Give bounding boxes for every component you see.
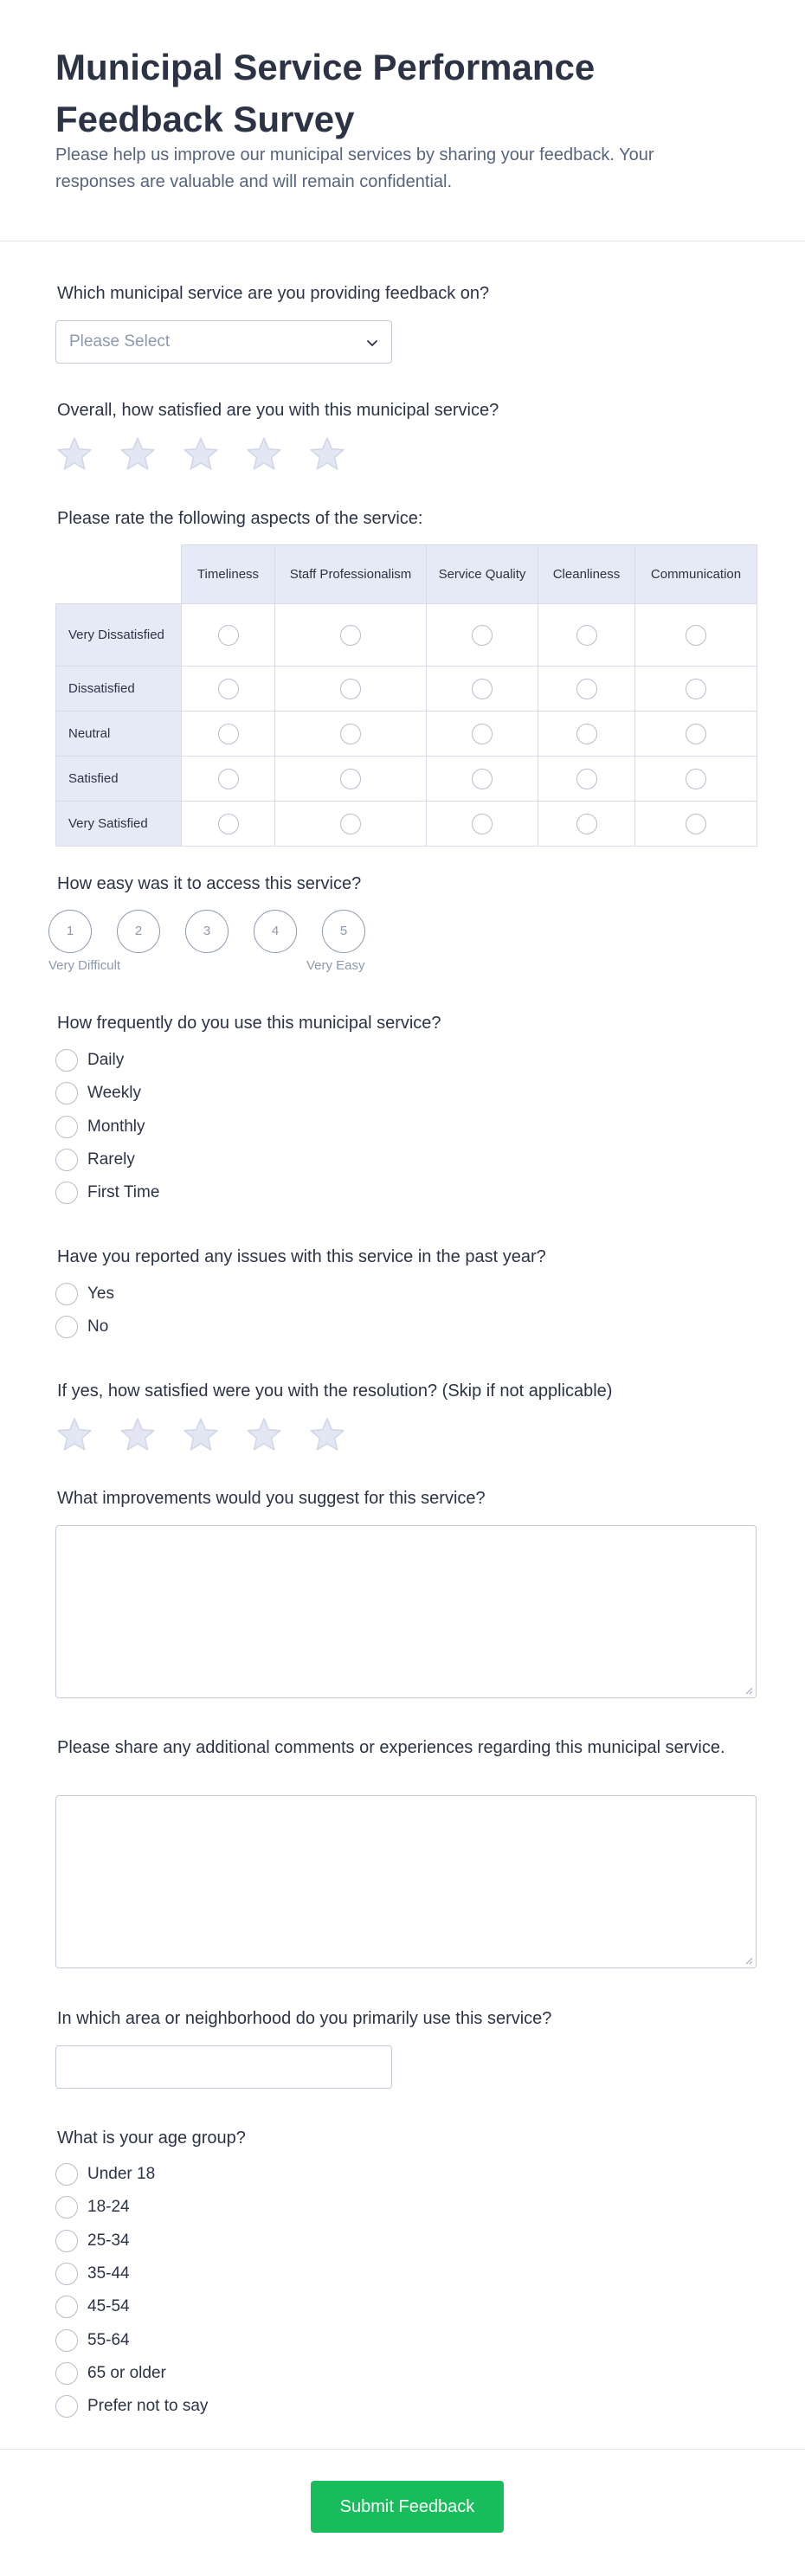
matrix-cell <box>275 712 427 757</box>
question-improvements-label: What improvements would you suggest for this service? <box>57 1489 486 1508</box>
matrix-cell <box>427 757 538 802</box>
matrix-cell <box>635 604 757 667</box>
matrix-row <box>56 712 757 757</box>
matrix-radio-neutral-communication[interactable] <box>686 724 706 744</box>
matrix-cell <box>635 667 757 712</box>
radio-button[interactable] <box>55 1082 78 1104</box>
matrix-cell <box>182 667 275 712</box>
matrix-radio-satisfied-communication[interactable] <box>686 769 706 789</box>
matrix-cell <box>427 604 538 667</box>
matrix-row-satisfied: Satisfied <box>56 757 182 802</box>
matrix-radio-dissatisfied-cleanliness[interactable] <box>576 679 597 699</box>
radio-button[interactable] <box>55 2163 78 2186</box>
matrix-radio-very-dissatisfied-staff-professionalism[interactable] <box>340 625 361 646</box>
matrix-radio-very-dissatisfied-cleanliness[interactable] <box>576 625 597 646</box>
form-header <box>0 0 805 242</box>
radio-label: No <box>87 1317 109 1336</box>
improvements-textarea[interactable] <box>55 1525 757 1698</box>
star-icon[interactable] <box>308 435 346 473</box>
radio-label: Prefer not to say <box>87 2397 209 2416</box>
resolution-star-rating <box>55 1416 341 1456</box>
matrix-row <box>56 667 757 712</box>
scale-option-1[interactable]: 1 <box>48 910 92 953</box>
matrix-col-timeliness: Timeliness <box>182 545 275 604</box>
matrix-radio-neutral-cleanliness[interactable] <box>576 724 597 744</box>
radio-button[interactable] <box>55 1049 78 1072</box>
question-resolution-label: If yes, how satisfied were you with the resolution? (Skip if not applicable) <box>57 1381 613 1401</box>
matrix-radio-dissatisfied-communication[interactable] <box>686 679 706 699</box>
radio-button[interactable] <box>55 1149 78 1171</box>
matrix-cell <box>275 802 427 847</box>
radio-button[interactable] <box>55 2196 78 2219</box>
star-icon[interactable] <box>55 1416 93 1454</box>
matrix-col-service-quality: Service Quality <box>427 545 538 604</box>
resize-handle-icon[interactable] <box>744 1956 753 1965</box>
matrix-radio-dissatisfied-timeliness[interactable] <box>218 679 239 699</box>
matrix-radio-neutral-staff-professionalism[interactable] <box>340 724 361 744</box>
comments-textarea[interactable] <box>55 1795 757 1968</box>
matrix-cell <box>538 604 635 667</box>
matrix-cell <box>427 667 538 712</box>
question-comments-label: Please share any additional comments or experiences regarding this municipal service. <box>57 1738 725 1757</box>
matrix-radio-neutral-timeliness[interactable] <box>218 724 239 744</box>
submit-button[interactable]: Submit Feedback <box>311 2481 504 2533</box>
radio-label: 55-64 <box>87 2330 130 2349</box>
radio-button[interactable] <box>55 2329 78 2352</box>
question-ease-label: How easy was it to access this service? <box>57 874 362 893</box>
matrix-cell <box>538 712 635 757</box>
radio-label: 35-44 <box>87 2264 130 2283</box>
form-title: Municipal Service Performance Feedback Survey <box>55 47 596 139</box>
scale-option-4[interactable]: 4 <box>254 910 297 953</box>
question-service-label: Which municipal service are you providing feedback on? <box>57 284 490 303</box>
matrix-radio-very-satisfied-communication[interactable] <box>686 814 706 834</box>
matrix-radio-very-dissatisfied-timeliness[interactable] <box>218 625 239 646</box>
radio-button[interactable] <box>55 1116 78 1138</box>
matrix-col-staff-professionalism: Staff Professionalism <box>275 545 427 604</box>
matrix-row-very-dissatisfied: Very Dissatisfied <box>56 604 182 667</box>
service-select[interactable] <box>55 320 392 364</box>
question-matrix-label: Please rate the following aspects of the service: <box>57 509 423 528</box>
matrix-cell <box>182 802 275 847</box>
matrix-cell <box>182 604 275 667</box>
star-icon[interactable] <box>119 1416 157 1454</box>
matrix-cell <box>182 757 275 802</box>
matrix-row-dissatisfied: Dissatisfied <box>56 667 182 712</box>
radio-button[interactable] <box>55 1316 78 1338</box>
radio-label: First Time <box>87 1183 160 1202</box>
matrix-radio-very-satisfied-staff-professionalism[interactable] <box>340 814 361 834</box>
radio-label: Under 18 <box>87 2165 156 2183</box>
matrix-radio-very-satisfied-service-quality[interactable] <box>472 814 493 834</box>
radio-label: Monthly <box>87 1117 145 1136</box>
matrix-radio-neutral-service-quality[interactable] <box>472 724 493 744</box>
radio-label: 18-24 <box>87 2198 130 2217</box>
matrix-radio-satisfied-staff-professionalism[interactable] <box>340 769 361 789</box>
matrix-row-very-satisfied: Very Satisfied <box>56 802 182 847</box>
question-frequency-label: How frequently do you use this municipal service? <box>57 1014 441 1033</box>
question-age-label: What is your age group? <box>57 2128 246 2148</box>
radio-button[interactable] <box>55 2296 78 2318</box>
radio-label: 45-54 <box>87 2297 130 2316</box>
matrix-cell <box>538 757 635 802</box>
star-icon[interactable] <box>119 435 157 473</box>
scale-low-label: Very Difficult <box>48 958 121 973</box>
matrix-cell <box>427 802 538 847</box>
matrix-radio-dissatisfied-service-quality[interactable] <box>472 679 493 699</box>
radio-label: Daily <box>87 1051 125 1069</box>
radio-label: Yes <box>87 1285 114 1303</box>
matrix-cell <box>538 667 635 712</box>
radio-button[interactable] <box>55 1283 78 1305</box>
star-icon[interactable] <box>245 1416 283 1454</box>
radio-label: Weekly <box>87 1084 141 1103</box>
matrix-corner <box>56 545 182 604</box>
matrix-radio-very-dissatisfied-communication[interactable] <box>686 625 706 646</box>
star-icon[interactable] <box>182 1416 220 1454</box>
radio-button[interactable] <box>55 2230 78 2252</box>
radio-button[interactable] <box>55 2263 78 2285</box>
matrix-row <box>56 757 757 802</box>
form-subtitle: Please help us improve our municipal services by sharing your feedback. Your responses are valuable and will remain confidential. <box>55 145 654 191</box>
ease-scale <box>48 910 395 979</box>
star-icon[interactable] <box>245 435 283 473</box>
matrix-row <box>56 604 757 667</box>
radio-label: 65 or older <box>87 2363 166 2382</box>
star-icon[interactable] <box>55 435 93 473</box>
star-icon[interactable] <box>182 435 220 473</box>
scale-option-3[interactable]: 3 <box>185 910 229 953</box>
resize-handle-icon[interactable] <box>744 1686 753 1695</box>
matrix-cell <box>275 604 427 667</box>
service-select-placeholder: Please Select <box>69 332 171 351</box>
question-area-label: In which area or neighborhood do you primarily use this service? <box>57 2009 552 2028</box>
radio-label: Rarely <box>87 1150 135 1169</box>
matrix-cell <box>635 802 757 847</box>
radio-label: 25-34 <box>87 2231 130 2250</box>
matrix-radio-satisfied-cleanliness[interactable] <box>576 769 597 789</box>
footer-divider <box>0 2449 805 2450</box>
matrix-radio-satisfied-service-quality[interactable] <box>472 769 493 789</box>
matrix-radio-very-satisfied-cleanliness[interactable] <box>576 814 597 834</box>
question-overall-label: Overall, how satisfied are you with this municipal service? <box>57 401 499 420</box>
radio-button[interactable] <box>55 1182 78 1204</box>
matrix-cell <box>182 712 275 757</box>
scale-high-label: Very Easy <box>306 958 365 973</box>
matrix-radio-dissatisfied-staff-professionalism[interactable] <box>340 679 361 699</box>
radio-button[interactable] <box>55 2395 78 2418</box>
overall-star-rating <box>55 435 341 475</box>
matrix-radio-very-satisfied-timeliness[interactable] <box>218 814 239 834</box>
star-icon[interactable] <box>308 1416 346 1454</box>
chevron-down-icon <box>365 336 379 350</box>
matrix-cell <box>635 712 757 757</box>
matrix-radio-satisfied-timeliness[interactable] <box>218 769 239 789</box>
scale-option-2[interactable]: 2 <box>117 910 160 953</box>
matrix-col-communication: Communication <box>635 545 757 604</box>
matrix-col-cleanliness: Cleanliness <box>538 545 635 604</box>
scale-option-5[interactable]: 5 <box>322 910 365 953</box>
matrix-cell <box>275 667 427 712</box>
area-input[interactable] <box>55 2045 392 2089</box>
aspects-matrix <box>55 544 757 847</box>
question-reported-label: Have you reported any issues with this service in the past year? <box>57 1247 546 1266</box>
matrix-cell <box>427 712 538 757</box>
matrix-cell <box>635 757 757 802</box>
radio-button[interactable] <box>55 2362 78 2385</box>
matrix-cell <box>275 757 427 802</box>
matrix-row <box>56 802 757 847</box>
matrix-radio-very-dissatisfied-service-quality[interactable] <box>472 625 493 646</box>
matrix-row-neutral: Neutral <box>56 712 182 757</box>
matrix-cell <box>538 802 635 847</box>
